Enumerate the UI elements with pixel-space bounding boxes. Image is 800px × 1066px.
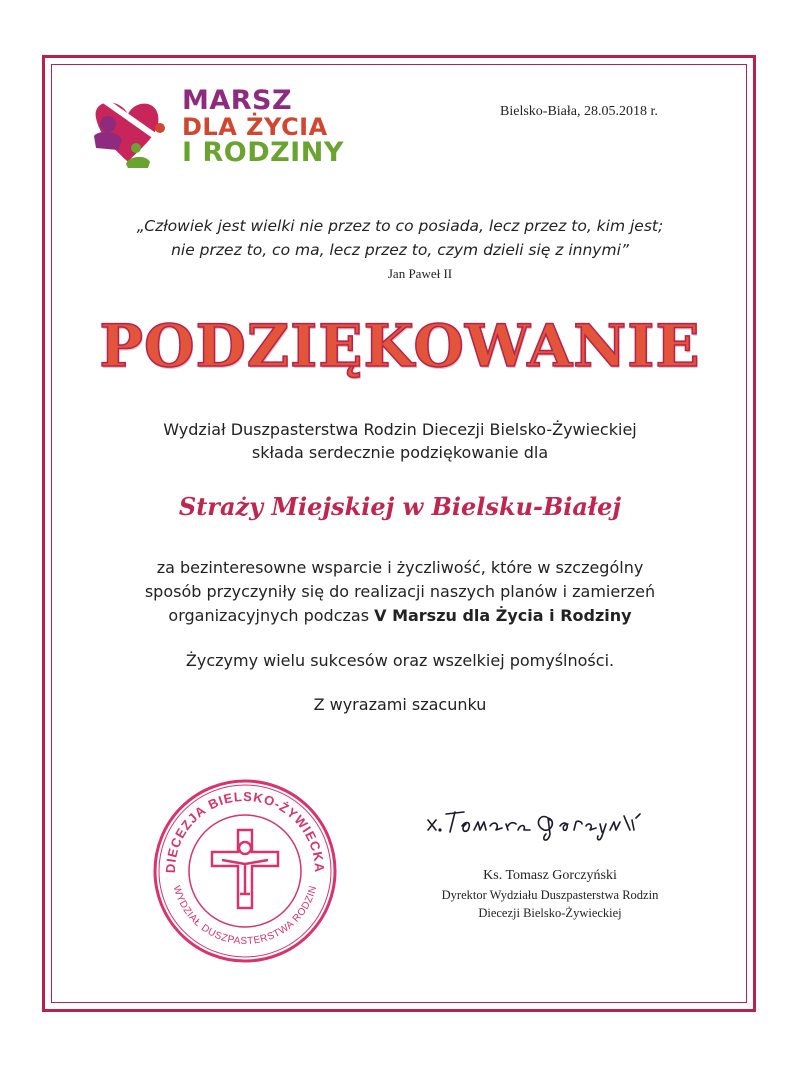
event-logo	[88, 85, 358, 176]
closing-text: Z wyrazami szacunku	[313, 695, 487, 714]
page-title: PODZIĘKOWANIE	[99, 312, 701, 380]
logo-text-line3: I RODZINY	[182, 137, 344, 168]
body-line2: sposób przyczyniły się do realizacji naszych planów i zamierzeń	[144, 582, 656, 601]
handwritten-signature	[420, 790, 670, 850]
quote	[60, 214, 740, 262]
intro-line2: składa serdecznie podziękowanie dla	[251, 443, 549, 462]
quote-line1: „Człowiek jest wielki nie przez to co posiada, lecz przez to, kim jest;	[136, 217, 664, 235]
official-seal-stamp	[152, 778, 338, 964]
crucifix-icon	[212, 830, 278, 908]
signer-title-line1: Dyrektor Wydziału Duszpasterstwa Rodzin	[441, 888, 659, 902]
body-line1: za bezinteresowne wsparcie i życzliwość, które w szczególny	[156, 558, 644, 577]
logo-text-line2: DLA ŻYCIA	[182, 113, 328, 141]
logo-text-line1: MARSZ	[182, 85, 293, 116]
event-name: V Marszu dla Życia i Rodziny	[374, 606, 632, 625]
logo-mark-icon	[88, 90, 174, 170]
quote-line2: nie przez to, co ma, lecz przez to, czym dzieli się z innymi”	[171, 241, 629, 259]
svg-text:DIECEZJA BIELSKO-ŻYWIECKA: DIECEZJA BIELSKO-ŻYWIECKA	[162, 788, 328, 874]
signer-block	[400, 866, 700, 922]
place-date: Bielsko-Biała, 28.05.2018 r.	[500, 104, 658, 119]
body-line3	[60, 604, 740, 628]
body-text	[60, 556, 740, 628]
intro-text	[60, 418, 740, 464]
signer-title-line2: Diecezji Bielsko-Żywieckiej	[478, 906, 622, 920]
wishes-text: Życzymy wielu sukcesów oraz wszelkiej pomyślności.	[185, 651, 615, 670]
recipient-name: Straży Miejskiej w Bielsku-Białej	[178, 492, 622, 521]
body-line3-prefix: organizacyjnych podczas	[168, 606, 375, 625]
signer-name: Ks. Tomasz Gorczyński	[483, 868, 617, 883]
svg-text:WYDZIAŁ DUSZPASTERSTWA RODZIN: WYDZIAŁ DUSZPASTERSTWA RODZIN	[170, 884, 320, 948]
intro-line1: Wydział Duszpasterstwa Rodzin Diecezji Bielsko-Żywieckiej	[163, 420, 637, 439]
quote-author: Jan Paweł II	[387, 266, 453, 281]
